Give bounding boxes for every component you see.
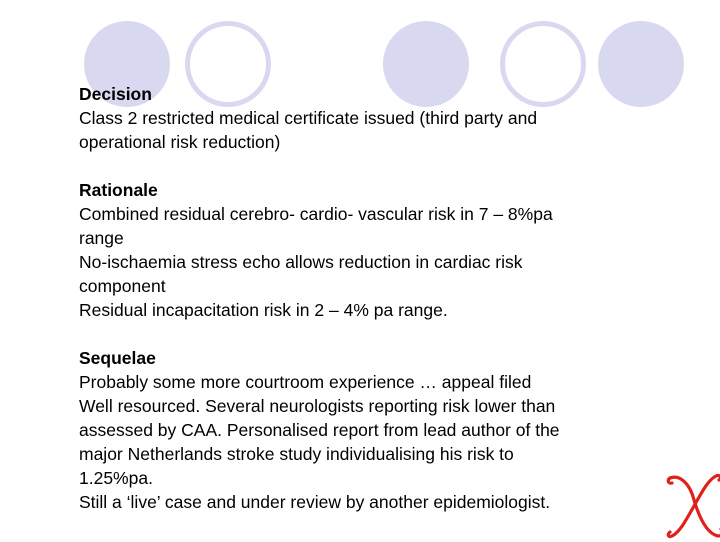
body-line: range bbox=[79, 228, 124, 248]
section-heading: Decision bbox=[79, 84, 152, 104]
sequelae-section bbox=[79, 346, 639, 514]
x-logo-icon bbox=[664, 470, 720, 542]
section-heading: Rationale bbox=[79, 180, 158, 200]
body-line: Well resourced. Several neurologists reporting risk lower than bbox=[79, 396, 556, 416]
section-heading: Sequelae bbox=[79, 348, 156, 368]
body-line: operational risk reduction) bbox=[79, 132, 281, 152]
body-line: assessed by CAA. Personalised report from lead author of the bbox=[79, 420, 560, 440]
rationale-section bbox=[79, 178, 639, 322]
body-line: Class 2 restricted medical certificate issued (third party and bbox=[79, 108, 538, 128]
body-line: Combined residual cerebro- cardio- vascular risk in 7 – 8%pa bbox=[79, 204, 553, 224]
body-line: Probably some more courtroom experience … appeal filed bbox=[79, 372, 532, 392]
decision-section bbox=[79, 82, 639, 154]
body-line: component bbox=[79, 276, 166, 296]
body-line: Still a ‘live’ case and under review by another epidemiologist. bbox=[79, 492, 551, 512]
body-line: 1.25%pa. bbox=[79, 468, 153, 488]
body-line: Residual incapacitation risk in 2 – 4% pa range. bbox=[79, 300, 448, 320]
slide-content bbox=[79, 82, 639, 514]
body-line: major Netherlands stroke study individualising his risk to bbox=[79, 444, 514, 464]
body-line: No-ischaemia stress echo allows reduction in cardiac risk bbox=[79, 252, 523, 272]
